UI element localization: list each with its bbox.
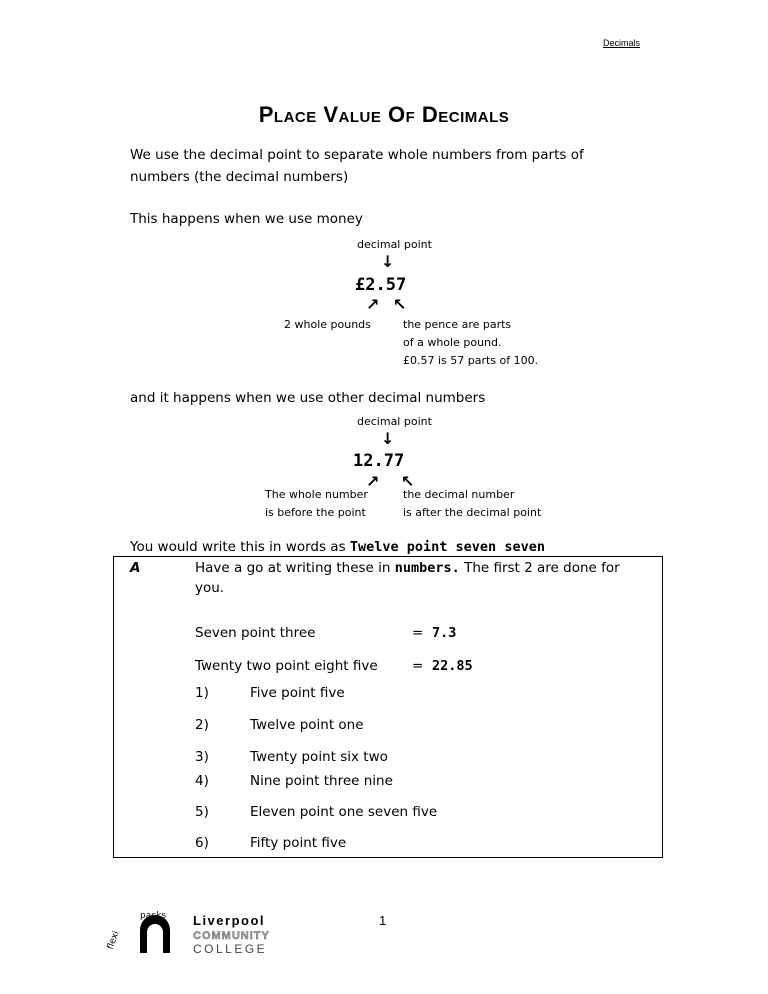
down-arrow-icon: ↓ [381, 252, 395, 271]
arrow-up-right-icon: ↗ [366, 472, 380, 491]
decimal-note-2: is after the decimal point [403, 506, 542, 519]
whole-number-note-1: The whole number [265, 488, 368, 501]
pence-note-3: £0.57 is 57 parts of 100. [403, 354, 539, 367]
words-sentence: You would write this in words as Twelve point seven seven [130, 539, 545, 555]
money-value: £2.57 [355, 275, 407, 295]
whole-number-note-2: is before the point [265, 506, 366, 519]
decimal-point-label: decimal point [357, 238, 432, 251]
arrow-up-left-icon: ↖ [401, 472, 415, 491]
item-number: 6) [195, 835, 209, 851]
exercise-letter: A [130, 560, 141, 576]
svg-text:flexi: flexi [105, 929, 122, 951]
whole-pounds-note: 2 whole pounds [284, 318, 371, 331]
down-arrow-icon: ↓ [381, 429, 395, 448]
words-answer: Twelve point seven seven [349, 539, 545, 555]
item-text: Nine point three nine [250, 773, 393, 789]
other-intro: and it happens when we use other decimal numbers [130, 390, 486, 406]
item-text: Eleven point one seven five [250, 804, 438, 820]
intro-line-2: numbers (the decimal numbers) [130, 169, 349, 185]
example-answer: 22.85 [432, 658, 473, 674]
svg-text:COLLEGE: COLLEGE [193, 942, 268, 956]
flexi-packs-arch-icon [105, 908, 280, 958]
exercise-instructions-2: you. [195, 580, 225, 596]
arrow-up-right-icon: ↗ [366, 295, 380, 314]
money-intro: This happens when we use money [130, 211, 363, 227]
header-label: Decimals [602, 38, 640, 48]
college-logo [105, 908, 280, 958]
item-number: 1) [195, 685, 209, 701]
svg-text:Liverpool: Liverpool [193, 913, 266, 928]
example-equals: = [412, 658, 424, 674]
item-number: 4) [195, 773, 209, 789]
decimal-note-1: the decimal number [403, 488, 515, 501]
exercise-instructions: Have a go at writing these in numbers. The first 2 are done for [195, 560, 620, 576]
page-title: Place Value Of Decimals [258, 102, 510, 127]
intro-line-1: We use the decimal point to separate whole numbers from parts of [130, 147, 584, 163]
svg-text:packs: packs [140, 911, 167, 921]
example-text: Twenty two point eight five [195, 658, 378, 674]
item-number: 3) [195, 749, 209, 765]
page-number: 1 [379, 913, 387, 928]
example-text: Seven point three [195, 625, 316, 641]
item-text: Twenty point six two [250, 749, 388, 765]
decimal-point-label-2: decimal point [357, 415, 432, 428]
pence-note-1: the pence are parts [403, 318, 512, 331]
item-text: Twelve point one [250, 717, 364, 733]
item-number: 2) [195, 717, 209, 733]
item-text: Five point five [250, 685, 345, 701]
pence-note-2: of a whole pound. [403, 336, 502, 349]
example-equals: = [412, 625, 424, 641]
item-number: 5) [195, 804, 209, 820]
item-text: Fifty point five [250, 835, 347, 851]
arrow-up-left-icon: ↖ [393, 295, 407, 314]
svg-text:COMMUNITY: COMMUNITY [193, 930, 270, 942]
example-answer: 7.3 [432, 625, 457, 641]
decimal-value: 12.77 [353, 451, 405, 471]
